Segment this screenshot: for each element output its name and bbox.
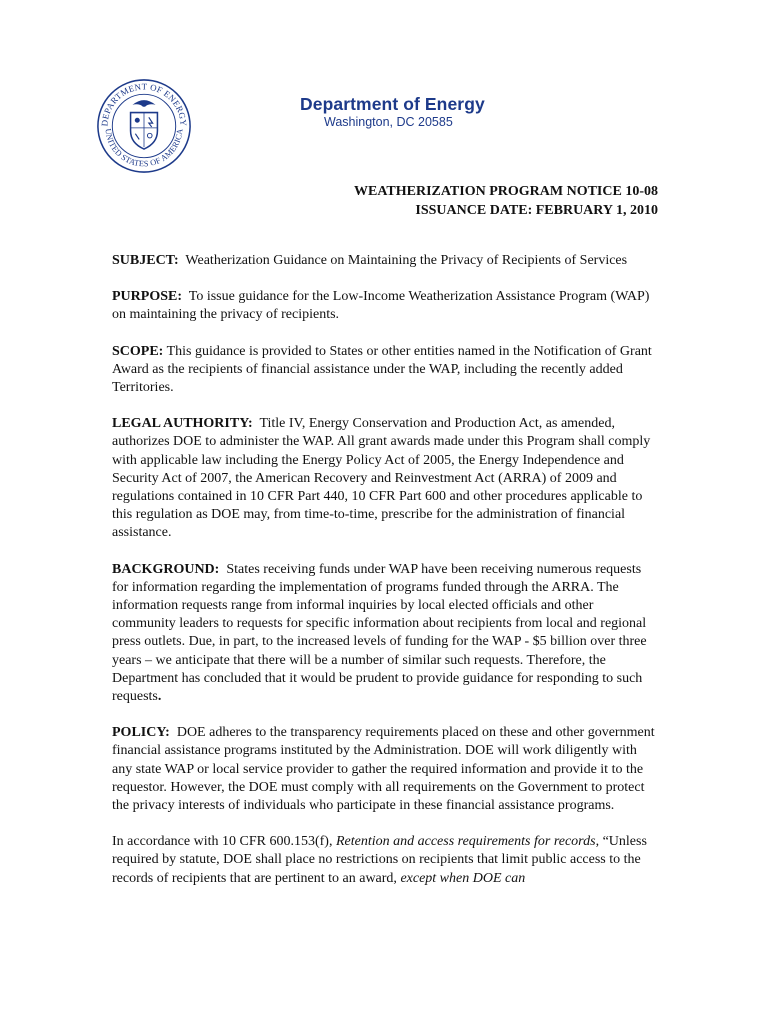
notice-header (354, 182, 658, 220)
letterhead (300, 94, 560, 130)
doe-seal-logo (96, 78, 192, 174)
accordance-intro: In accordance with 10 CFR 600.153(f), (112, 834, 333, 850)
subject-label: SUBJECT: (112, 253, 179, 268)
scope-label: SCOPE: (112, 343, 164, 359)
background-label: BACKGROUND: (112, 561, 220, 577)
accordance-italic-title: Retention and access requirements for records (335, 834, 596, 850)
issuance-date: ISSUANCE DATE: FEBRUARY 1, 2010 (415, 203, 658, 218)
background-end-mark: . (157, 689, 162, 705)
accordance-italic-tail: except when DOE can (400, 870, 526, 886)
svg-text:DEPARTMENT OF ENERGY: DEPARTMENT OF ENERGY (99, 81, 189, 127)
legal-authority-text: Title IV, Energy Conservation and Production Act, as amended, authorizes DOE to administer the WAP. All grant awards made under this Program shall comply with applicable law including the Energy Policy Act of 2005, the Energy Independence and Security Act of 2007, the American Recovery and Reinvestment Act (ARRA) of 2009 and regulations contained in 10 CFR Part 440, 10 CFR Part 600 and other procedures applicable to this regulation as DOE may, from time-to-time, prescribe for the administration of financial assistance. (112, 416, 651, 541)
background-text: States receiving funds under WAP have been receiving numerous requests for information regarding the implementation of programs funded through the ARRA. The information requests range from informal inquiries by local elected officials and other community leaders to requests for specific information about recipients from local and regional press outlets. Due, in part, to the increased levels of funding for the WAP - $5 billion over three years – we anticipate that there will be a number of similar such requests. Therefore, the Department has concluded that it would be prudent to provide guidance for responding to such requests (112, 561, 647, 705)
document-body (112, 252, 660, 906)
subject-text: Weatherization Guidance on Maintaining the Privacy of Recipients of Services (185, 253, 628, 268)
notice-number: WEATHERIZATION PROGRAM NOTICE 10-08 (353, 184, 658, 199)
agency-address: Washington, DC 20585 (324, 115, 453, 129)
background-paragraph (112, 561, 660, 707)
purpose-text: To issue guidance for the Low-Income Weatherization Assistance Program (WAP) on maintaining the privacy of recipients. (112, 289, 650, 323)
policy-text: DOE adheres to the transparency requirements placed on these and other government financial assistance programs instituted by the Administration. DOE will work diligently with any state WAP or local service provider to gather the required information and provide it to the requestor. However, the DOE must comply with all requirements on the Government to protect the privacy interests of individuals who participate in these financial assistance programs. (112, 725, 655, 814)
accordance-paragraph (112, 833, 660, 888)
purpose-paragraph (112, 288, 660, 324)
svg-text:UNITED STATES OF AMERICA: UNITED STATES OF AMERICA (103, 128, 185, 169)
accordance-quote: , “Unless required by statute, DOE shall place no restrictions on recipients that limit public access to the records of recipients that are pertinent to an award, (112, 834, 647, 886)
scope-paragraph (112, 343, 660, 398)
legal-authority-paragraph (112, 415, 660, 542)
policy-label: POLICY: (112, 725, 170, 741)
subject-paragraph (112, 252, 660, 270)
legal-authority-label: LEGAL AUTHORITY: (112, 416, 253, 432)
agency-name: Department of Energy (300, 94, 485, 114)
purpose-label: PURPOSE: (112, 289, 182, 305)
policy-paragraph (112, 724, 660, 815)
scope-text: This guidance is provided to States or other entities named in the Notification of Grant Award as the recipients of financial assistance under the WAP, including the recently added Territories. (112, 343, 652, 396)
